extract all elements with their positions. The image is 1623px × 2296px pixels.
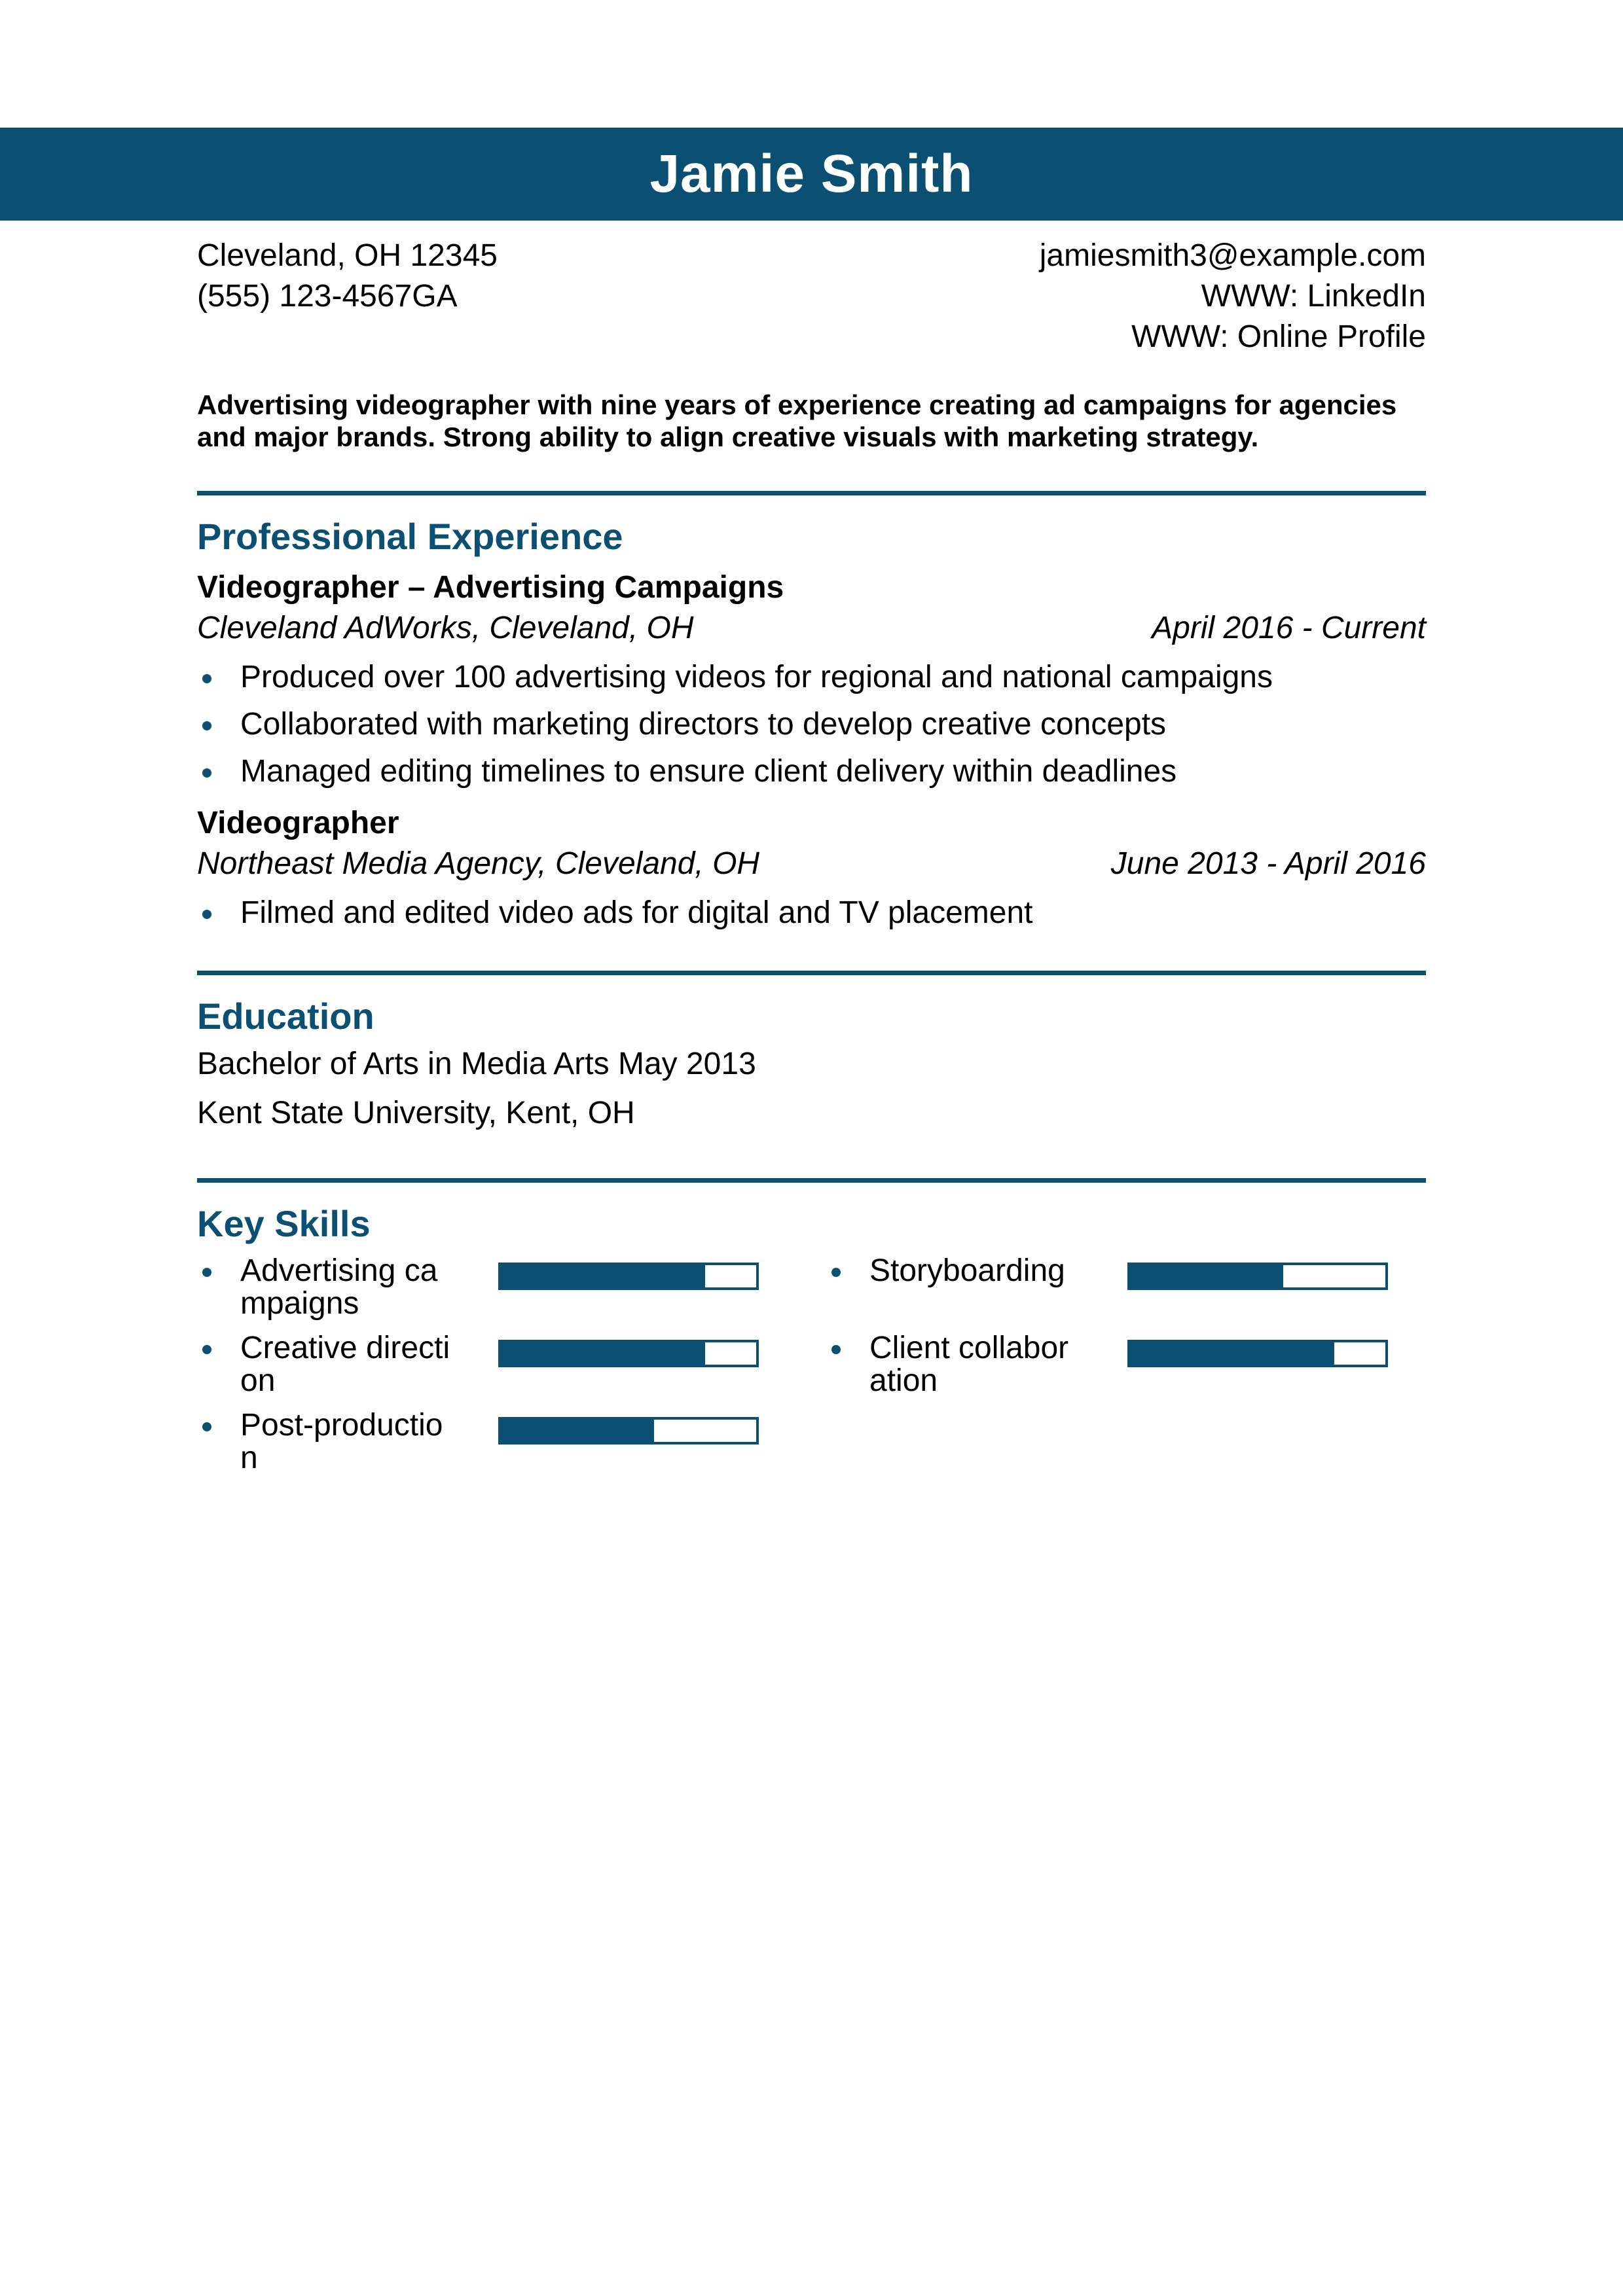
skill-name: Storyboarding bbox=[826, 1255, 1085, 1287]
skill-item bbox=[826, 1255, 1426, 1320]
job-bullet: Filmed and edited video ads for digital and TV placement bbox=[197, 889, 1426, 937]
skill-level-fill bbox=[501, 1420, 654, 1442]
skill-level-fill bbox=[1130, 1265, 1283, 1287]
skill-name: Creative direction bbox=[197, 1332, 456, 1397]
section-divider bbox=[197, 491, 1426, 495]
job-title: Videographer – Advertising Campaigns bbox=[197, 570, 784, 605]
skill-item bbox=[197, 1255, 797, 1320]
contact-email[interactable]: jamiesmith3@example.com bbox=[1039, 238, 1426, 273]
skills-grid bbox=[197, 1255, 1426, 1486]
skill-name: Post-production bbox=[197, 1409, 456, 1475]
skill-item bbox=[826, 1332, 1426, 1397]
skill-level-bar bbox=[1127, 1263, 1388, 1290]
skill-level-bar bbox=[498, 1417, 759, 1444]
job-dates: April 2016 - Current bbox=[1152, 611, 1426, 645]
job-meta bbox=[197, 844, 1426, 884]
education-section bbox=[197, 971, 1426, 1138]
job-bullets bbox=[197, 654, 1426, 795]
education-school: Kent State University, Kent, OH bbox=[197, 1096, 635, 1130]
section-divider bbox=[197, 971, 1426, 975]
job-entry bbox=[197, 567, 1426, 795]
job-bullet: Managed editing timelines to ensure client delivery within deadlines bbox=[197, 748, 1426, 795]
summary: Advertising videographer with nine years of experience creating ad campaigns for agencies and major brands. Strong ability to align creative visuals with marketing strategy. bbox=[197, 389, 1397, 452]
skill-item bbox=[197, 1409, 797, 1475]
contact-block bbox=[197, 236, 1426, 357]
contact-phone: (555) 123-4567GA bbox=[197, 279, 458, 314]
section-divider bbox=[197, 1178, 1426, 1183]
contact-right bbox=[1040, 236, 1426, 357]
header-band bbox=[0, 128, 1623, 221]
skill-level-bar bbox=[1127, 1340, 1388, 1367]
education-degree: Bachelor of Arts in Media Arts May 2013 bbox=[197, 1047, 756, 1081]
job-bullet: Collaborated with marketing directors to develop creative concepts bbox=[197, 701, 1426, 748]
experience-section bbox=[197, 491, 1426, 937]
job-company: Cleveland AdWorks, Cleveland, OH bbox=[197, 611, 694, 645]
experience-title: Professional Experience bbox=[197, 516, 623, 557]
job-company: Northeast Media Agency, Cleveland, OH bbox=[197, 846, 760, 881]
job-bullets bbox=[197, 889, 1426, 937]
job-bullet: Produced over 100 advertising videos for regional and national campaigns bbox=[197, 654, 1426, 701]
job-dates: June 2013 - April 2016 bbox=[1110, 846, 1426, 881]
candidate-name: Jamie Smith bbox=[649, 144, 974, 204]
skills-title: Key Skills bbox=[197, 1203, 371, 1244]
skill-level-bar bbox=[498, 1263, 759, 1290]
job-entry bbox=[197, 803, 1426, 937]
education-title: Education bbox=[197, 996, 374, 1037]
skill-name: Client collaboration bbox=[826, 1332, 1085, 1397]
job-meta bbox=[197, 608, 1426, 649]
job-title: Videographer bbox=[197, 806, 399, 840]
resume-content bbox=[197, 236, 1426, 1486]
skill-level-bar bbox=[498, 1340, 759, 1367]
skill-item bbox=[197, 1332, 797, 1397]
skill-level-fill bbox=[1130, 1342, 1334, 1365]
contact-profile[interactable]: WWW: Online Profile bbox=[1131, 319, 1426, 354]
skill-level-fill bbox=[501, 1265, 705, 1287]
skills-section bbox=[197, 1178, 1426, 1486]
contact-left bbox=[197, 236, 498, 357]
contact-address: Cleveland, OH 12345 bbox=[197, 238, 498, 273]
contact-linkedin[interactable]: WWW: LinkedIn bbox=[1201, 279, 1426, 314]
skill-name: Advertising campaigns bbox=[197, 1255, 456, 1320]
skill-level-fill bbox=[501, 1342, 705, 1365]
